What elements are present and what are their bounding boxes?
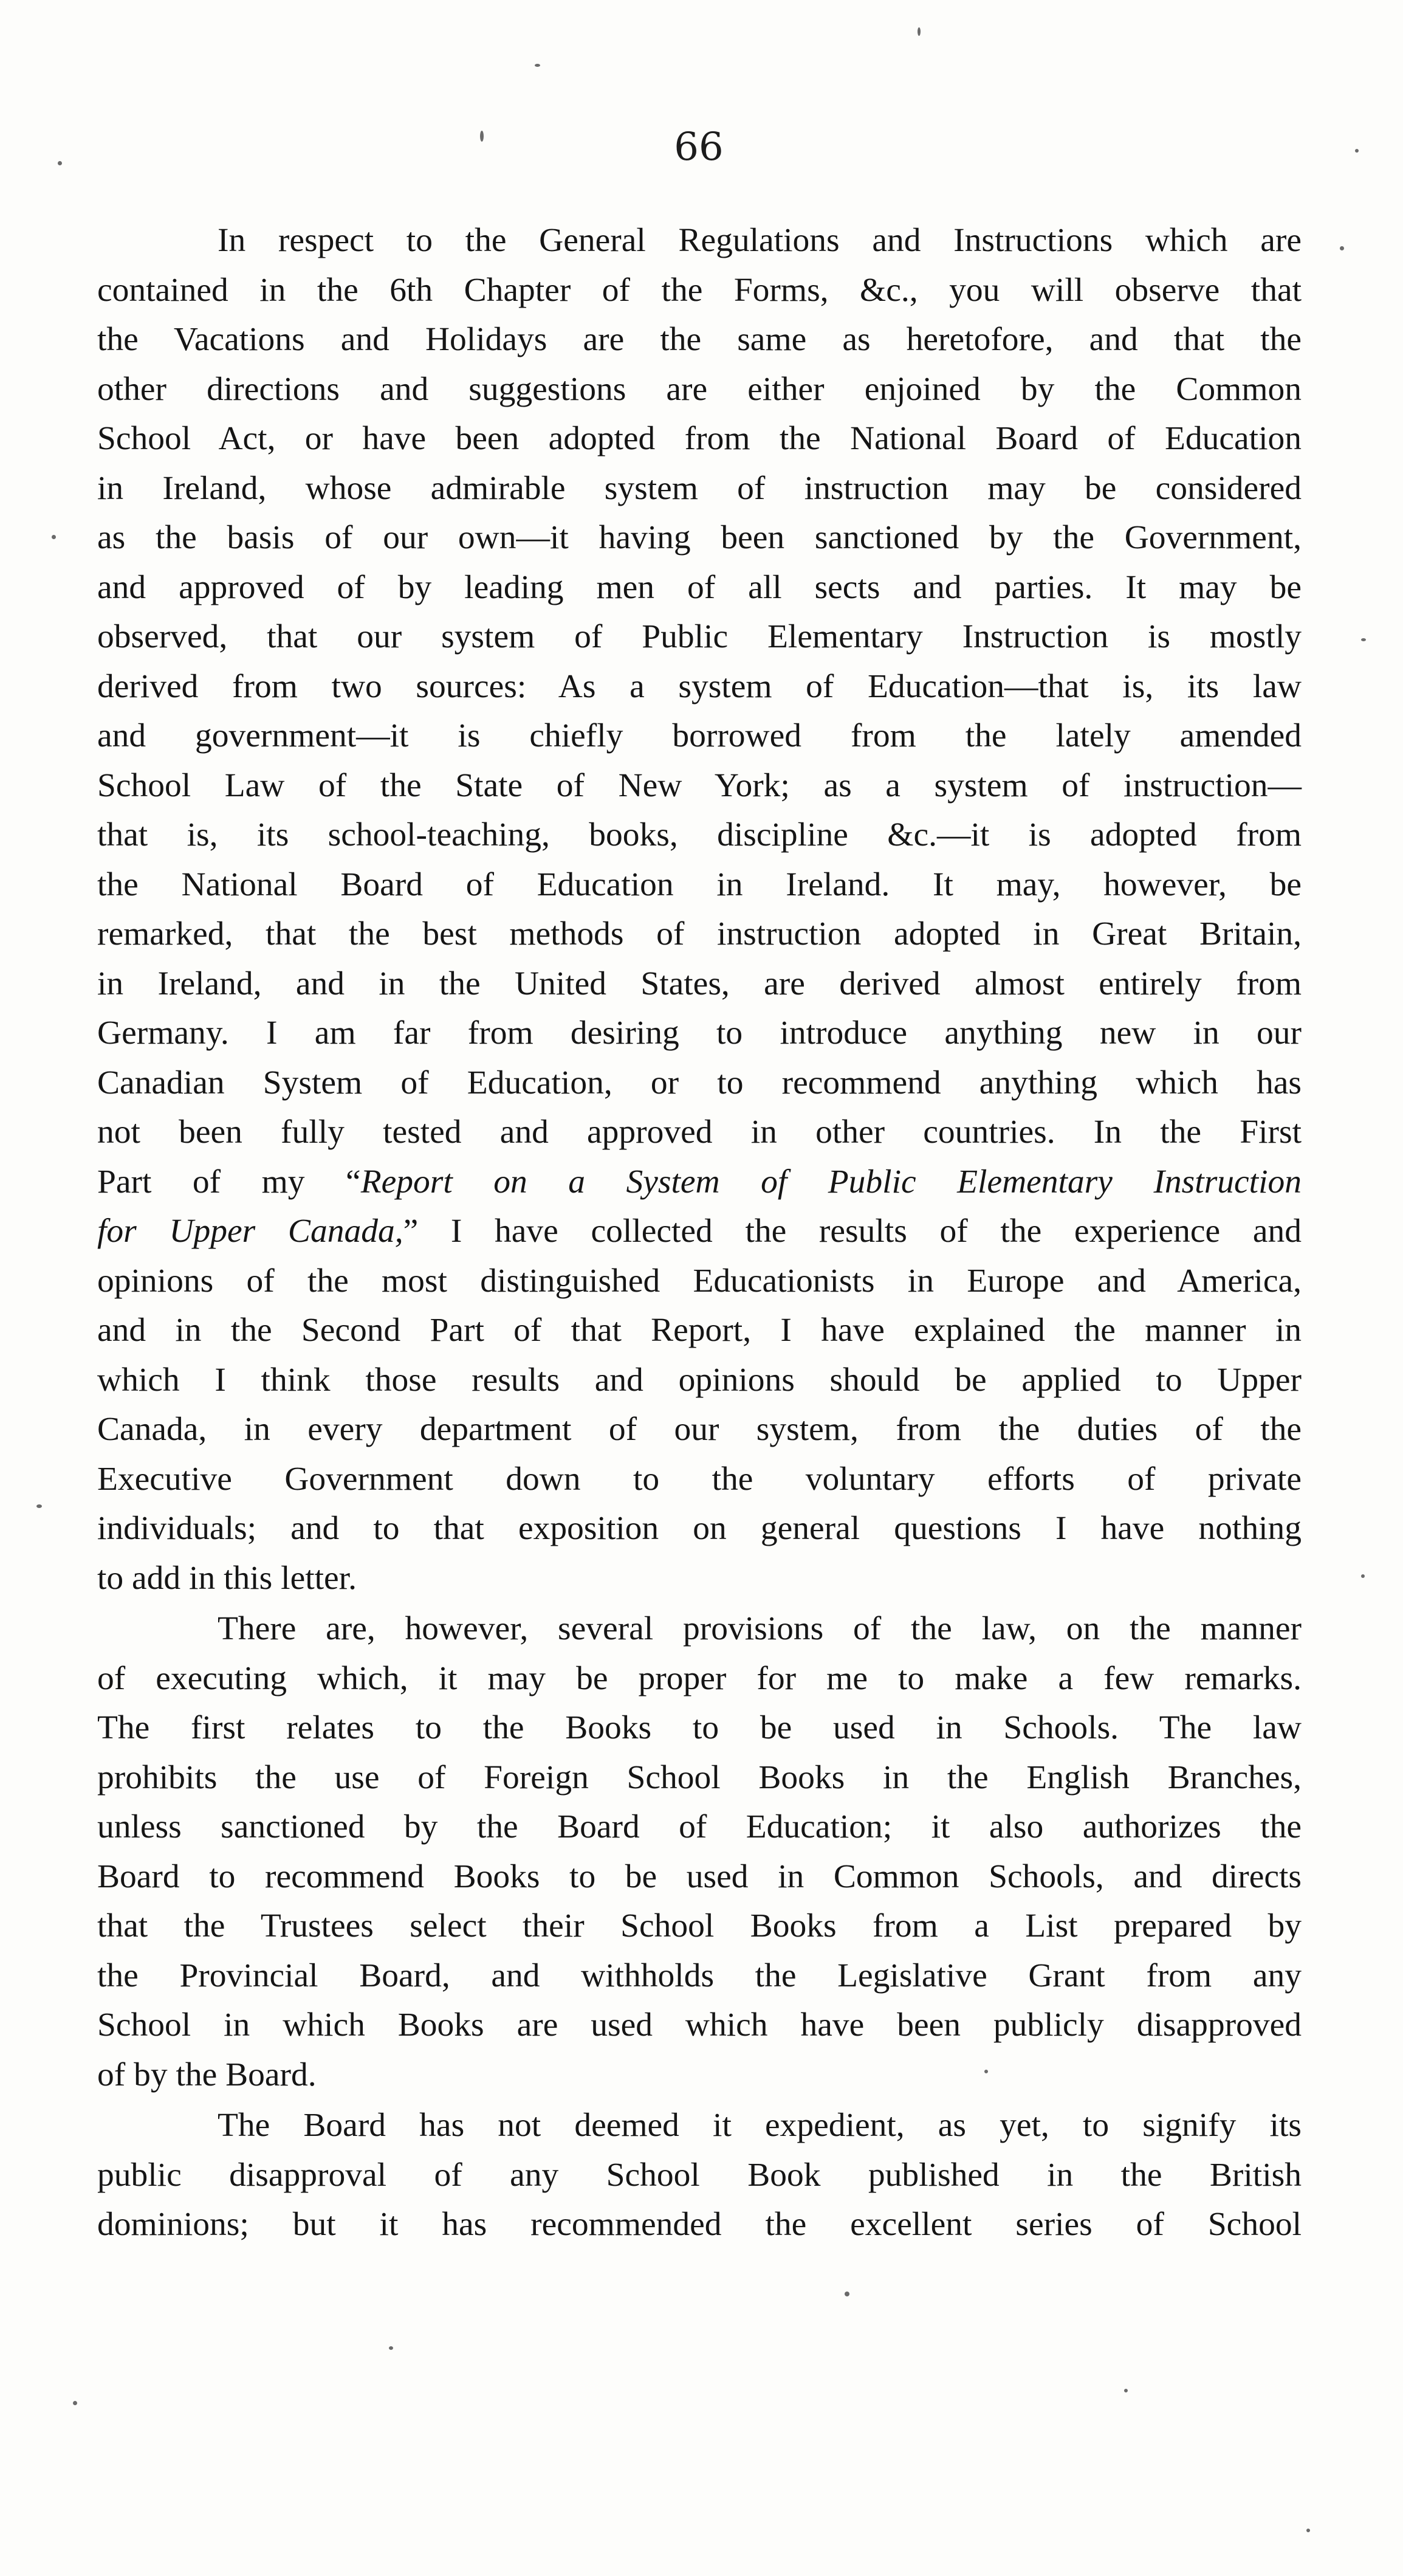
text-line: opinions of the most distinguished Educationists in Europe and America, <box>97 1262 1302 1300</box>
text-line: in Ireland, whose admirable system of instruction may be considered <box>97 469 1302 507</box>
text-line: that the Trustees select their School Books from a List prepared by <box>97 1907 1302 1944</box>
text-line: dominions; but it has recommended the excellent series of School <box>97 2206 1302 2243</box>
scan-speck <box>918 27 921 36</box>
text-line: to add in this letter. <box>97 1559 357 1597</box>
scan-speck <box>389 2346 393 2350</box>
scan-speck <box>1361 1574 1365 1578</box>
paragraph-board-approval <box>97 2101 1302 2250</box>
text-line: of by the Board. <box>97 2056 317 2093</box>
text-line: not been fully tested and approved in other countries. In the First <box>97 1114 1302 1151</box>
page-number: 66 <box>674 125 724 170</box>
scan-speck <box>52 535 56 539</box>
body-text <box>97 216 1302 2250</box>
scan-speck <box>1340 246 1344 250</box>
text-line: In respect to the General Regulations and Instructions which are <box>218 222 1302 259</box>
text-line: of executing which, it may be proper for me to make a few remarks. <box>97 1659 1302 1697</box>
text-line: the Provincial Board, and withholds the Legislative Grant from any <box>97 1957 1302 1994</box>
text-line: which I think those results and opinions should be applied to Upper <box>97 1361 1302 1399</box>
text-line: and government—it is chiefly borrowed from the lately amended <box>97 717 1302 754</box>
text-line: the National Board of Education in Ireland. It may, however, be <box>97 866 1302 903</box>
report-title-italic: for Upper Canada, <box>97 1213 403 1250</box>
text-line: observed, that our system of Public Elementary Instruction is mostly <box>97 618 1302 655</box>
text-fragment: ” I have collected the results of the experience and <box>403 1213 1302 1250</box>
scan-speck <box>984 2070 988 2073</box>
text-line: in Ireland, and in the United States, are derived almost entirely from <box>97 965 1302 1002</box>
text-line: prohibits the use of Foreign School Books in the English Branches, <box>97 1758 1302 1796</box>
text-line: public disapproval of any School Book published in the British <box>97 2156 1302 2194</box>
text-line: Canada, in every department of our system, from the duties of the <box>97 1411 1302 1448</box>
text-line: and in the Second Part of that Report, I have explained the manner in <box>97 1312 1302 1349</box>
text-line: Germany. I am far from desiring to introduce anything new in our <box>97 1014 1302 1052</box>
text-line: derived from two sources: As a system of Education—that is, its law <box>97 667 1302 705</box>
scan-speck <box>73 2401 77 2405</box>
text-line: unless sanctioned by the Board of Education; it also authorizes the <box>97 1808 1302 1845</box>
text-line: School Law of the State of New York; as a system of instruction— <box>97 766 1302 804</box>
text-line: The Board has not deemed it expedient, as yet, to signify its <box>218 2107 1302 2144</box>
text-line: There are, however, several provisions of the law, on the manner <box>218 1610 1302 1647</box>
text-line-report-title <box>97 1157 1302 1207</box>
paragraph-regulations <box>97 216 1302 1603</box>
text-line: individuals; and to that exposition on general questions I have nothing <box>97 1510 1302 1547</box>
scan-speck <box>58 161 62 165</box>
text-line: remarked, that the best methods of instruction adopted in Great Britain, <box>97 915 1302 952</box>
text-line: and approved of by leading men of all sects and parties. It may be <box>97 568 1302 606</box>
text-line: that is, its school-teaching, books, discipline &c.—it is adopted from <box>97 816 1302 853</box>
paragraph-provisions <box>97 1604 1302 2099</box>
text-line: The first relates to the Books to be used in Schools. The law <box>97 1709 1302 1746</box>
text-line: the Vacations and Holidays are the same as heretofore, and that the <box>97 321 1302 358</box>
text-fragment: Part of my “ <box>97 1163 361 1200</box>
scan-speck <box>845 2292 849 2296</box>
text-line: other directions and suggestions are either enjoined by the Common <box>97 370 1302 408</box>
scan-speck <box>1124 2389 1128 2392</box>
report-title-italic: Report on a System of Public Elementary Instruction <box>360 1163 1302 1200</box>
text-line: Executive Government down to the voluntary efforts of private <box>97 1460 1302 1498</box>
scan-speck <box>1355 149 1359 153</box>
scan-speck <box>480 131 484 142</box>
scan-speck <box>1361 638 1366 641</box>
text-line: as the basis of our own—it having been sanctioned by the Government, <box>97 519 1302 556</box>
scan-speck <box>535 64 540 67</box>
text-line: School Act, or have been adopted from the National Board of Education <box>97 420 1302 457</box>
scan-speck <box>36 1504 42 1508</box>
text-line: School in which Books are used which have been publicly disapproved <box>97 2006 1302 2044</box>
text-line: Canadian System of Education, or to recommend anything which has <box>97 1064 1302 1101</box>
text-line-report-title-end <box>97 1207 1302 1256</box>
text-line: Board to recommend Books to be used in Common Schools, and directs <box>97 1858 1302 1895</box>
scan-speck <box>1306 2529 1310 2532</box>
text-line: contained in the 6th Chapter of the Forms, &c., you will observe that <box>97 271 1302 309</box>
